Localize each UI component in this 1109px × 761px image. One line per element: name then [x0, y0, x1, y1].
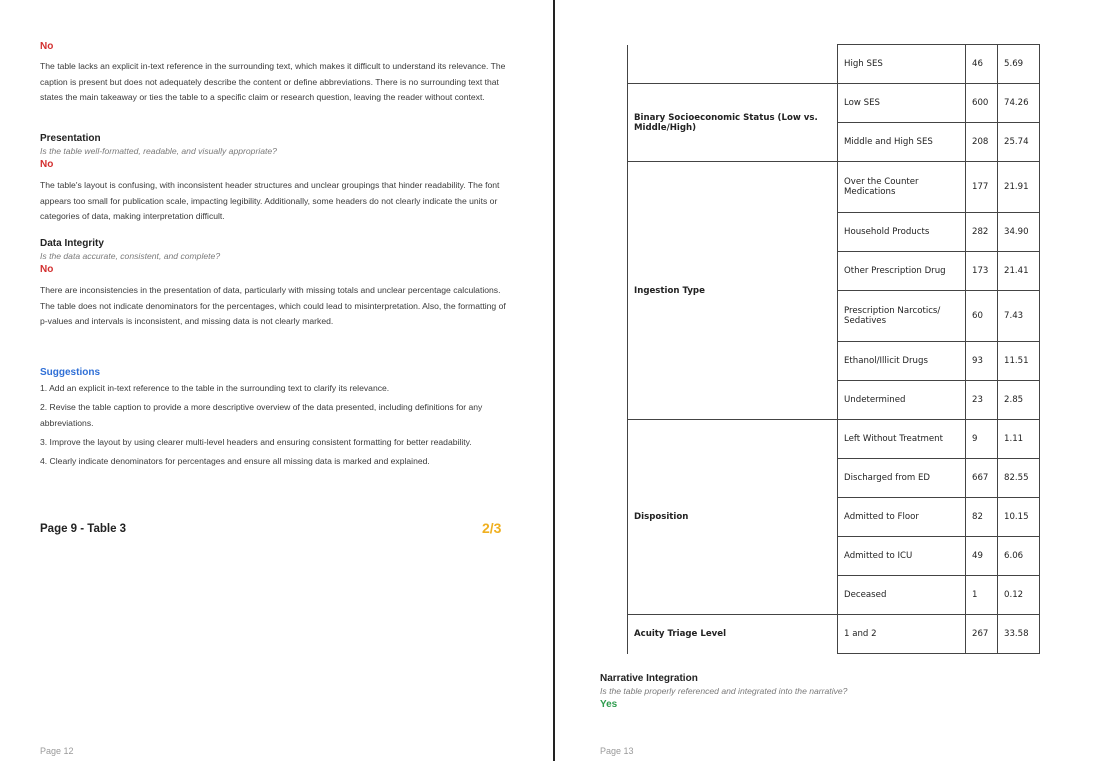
section-question: Is the table well-formatted, readable, and visually appropriate?	[40, 146, 277, 156]
table-row	[628, 420, 1040, 459]
category-cell: Binary Socioeconomic Status (Low vs. Middle/High)	[628, 84, 838, 162]
section-title: Presentation	[40, 133, 101, 144]
suggestions-section	[40, 366, 510, 472]
subcategory-cell: Admitted to Floor	[838, 498, 966, 537]
subcategory-cell: Ethanol/Illicit Drugs	[838, 342, 966, 381]
section-verdict: No	[40, 159, 54, 170]
data-integrity-section	[40, 237, 510, 330]
suggestion-item: 1. Add an explicit in-text reference to the table in the surrounding text to clarify its relevance.	[40, 383, 390, 393]
percent-cell: 21.91	[998, 162, 1040, 213]
percent-cell: 25.74	[998, 123, 1040, 162]
count-cell: 177	[966, 162, 998, 213]
suggestions-title: Suggestions	[40, 367, 101, 378]
section-title: Data Integrity	[40, 238, 104, 249]
percent-cell: 21.41	[998, 252, 1040, 291]
suggestion-item: 4. Clearly indicate denominators for percentages and ensure all missing data is marked and explained.	[40, 456, 430, 466]
percent-cell: 10.15	[998, 498, 1040, 537]
intro-text: The table lacks an explicit in-text reference in the surrounding text, which makes it difficult to understand its relevance. The caption is present but does not adequately describe the content or define abbreviations. There is no surrounding text that states the main takeaway or ties the table to a specific claim or research question, leaving the reader without context.	[40, 61, 506, 102]
subcategory-cell: Left Without Treatment	[838, 420, 966, 459]
page-number: Page 13	[600, 746, 634, 756]
subcategory-cell: Deceased	[838, 576, 966, 615]
percent-cell: 1.11	[998, 420, 1040, 459]
subcategory-cell: Over the Counter Medications	[838, 162, 966, 213]
percent-cell: 11.51	[998, 342, 1040, 381]
percent-cell: 33.58	[998, 615, 1040, 654]
count-cell: 60	[966, 291, 998, 342]
table-row	[628, 162, 1040, 213]
subcategory-cell: Other Prescription Drug	[838, 252, 966, 291]
count-cell: 173	[966, 252, 998, 291]
intro-verdict: No	[40, 41, 54, 52]
subcategory-cell: High SES	[838, 45, 966, 84]
percent-cell: 74.26	[998, 84, 1040, 123]
subcategory-cell: Undetermined	[838, 381, 966, 420]
presentation-section	[40, 132, 510, 225]
subcategory-cell: Low SES	[838, 84, 966, 123]
table-count: 2/3	[482, 520, 502, 536]
subcategory-cell: Household Products	[838, 213, 966, 252]
percent-cell: 5.69	[998, 45, 1040, 84]
count-cell: 667	[966, 459, 998, 498]
count-cell: 208	[966, 123, 998, 162]
percent-cell: 6.06	[998, 537, 1040, 576]
percent-cell: 2.85	[998, 381, 1040, 420]
count-cell: 267	[966, 615, 998, 654]
section-question: Is the data accurate, consistent, and complete?	[40, 251, 221, 261]
table-reference-title: Page 9 - Table 3	[40, 523, 127, 535]
percent-cell: 0.12	[998, 576, 1040, 615]
percent-cell: 82.55	[998, 459, 1040, 498]
table-row	[628, 45, 1040, 84]
section-verdict: Yes	[600, 699, 618, 710]
section-text: The table's layout is confusing, with inconsistent header structures and unclear groupings that hinder readability. The font appears too small for publication scale, impacting legibility. Additionally, some headers do not clearly indicate the units or categories of data, making interpretation difficult.	[40, 180, 500, 221]
subcategory-cell: 1 and 2	[838, 615, 966, 654]
subcategory-cell: Prescription Narcotics/ Sedatives	[838, 291, 966, 342]
suggestion-item: 2. Revise the table caption to provide a more descriptive overview of the data presented, including definitions for any abbreviations.	[40, 402, 483, 428]
table-row	[628, 615, 1040, 654]
count-cell: 282	[966, 213, 998, 252]
suggestion-item: 3. Improve the layout by using clearer multi-level headers and ensuring consistent formatting for better readability.	[40, 437, 472, 447]
count-cell: 93	[966, 342, 998, 381]
count-cell: 23	[966, 381, 998, 420]
right-page	[555, 0, 1109, 761]
subcategory-cell: Admitted to ICU	[838, 537, 966, 576]
data-table	[627, 44, 1040, 654]
count-cell: 9	[966, 420, 998, 459]
section-question: Is the table properly referenced and integrated into the narrative?	[600, 686, 848, 696]
count-cell: 82	[966, 498, 998, 537]
section-verdict: No	[40, 264, 54, 275]
left-page	[0, 0, 553, 761]
count-cell: 49	[966, 537, 998, 576]
category-cell: Disposition	[628, 420, 838, 615]
count-cell: 1	[966, 576, 998, 615]
section-text: There are inconsistencies in the presentation of data, particularly with missing totals and unclear percentage calculations. The table does not indicate denominators for the percentages, which could lead to misinterpretation. Also, the formatting of p-values and intervals is inconsistent, and missing data is not clearly marked.	[40, 285, 506, 326]
subcategory-cell: Discharged from ED	[838, 459, 966, 498]
count-cell: 46	[966, 45, 998, 84]
category-cell: Ingestion Type	[628, 162, 838, 420]
category-cell: Acuity Triage Level	[628, 615, 838, 654]
category-cell	[628, 45, 838, 84]
percent-cell: 7.43	[998, 291, 1040, 342]
subcategory-cell: Middle and High SES	[838, 123, 966, 162]
percent-cell: 34.90	[998, 213, 1040, 252]
section-title: Narrative Integration	[600, 673, 698, 684]
page-number: Page 12	[40, 746, 74, 756]
count-cell: 600	[966, 84, 998, 123]
table-row	[628, 84, 1040, 123]
narrative-section	[600, 672, 1080, 712]
